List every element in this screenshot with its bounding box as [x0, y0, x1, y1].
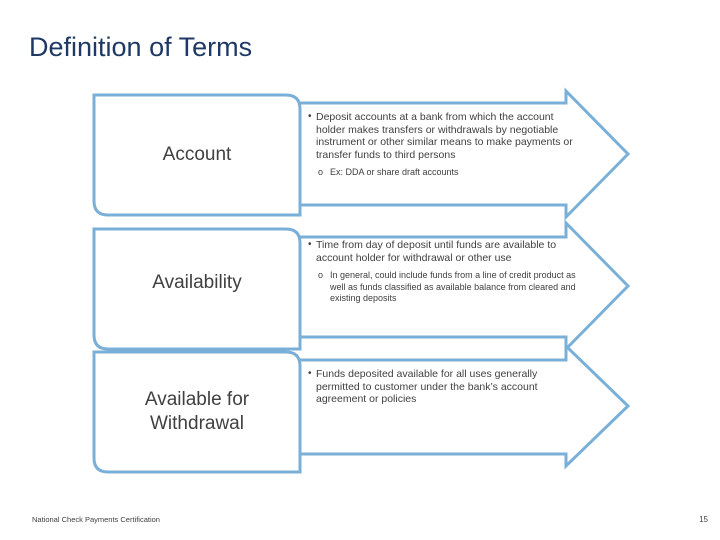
term-definition: [308, 368, 580, 406]
term-line: Withdrawal: [150, 413, 244, 434]
definition-bullet: • Deposit accounts at a bank from which the account holder makes transfers or withdrawals by negotiable instrument or other similar means to make payments or transfer funds to third persons: [308, 111, 580, 161]
term-definition: [308, 239, 580, 305]
term-row-account: [0, 95, 720, 215]
term-line: Account: [162, 144, 232, 165]
sub-point-marker: o: [318, 270, 324, 280]
sub-point: [308, 270, 580, 305]
term-line: Available for: [144, 389, 250, 410]
term-label: [98, 352, 296, 472]
term-row-available-for-withdrawal: [0, 352, 720, 472]
sub-point-text: Ex: DDA or share draft accounts: [330, 167, 459, 177]
arrow-shape: [296, 346, 628, 466]
sub-point: [308, 167, 580, 179]
page-number: 15: [699, 515, 708, 524]
term-label: [98, 223, 296, 343]
slide-title: Definition of Terms: [29, 32, 253, 62]
definition-bullet: • Funds deposited available for all uses generally permitted to customer under the bank’s account agreement or policies: [308, 368, 580, 406]
definition-bullet: • Time from day of deposit until funds are available to account holder for withdrawal or other use: [308, 239, 580, 264]
sub-point-marker: o: [318, 167, 324, 177]
term-definition: [308, 111, 580, 179]
term-line: Availability: [152, 272, 242, 293]
term-label: [98, 95, 296, 215]
sub-point-text: In general, could include funds from a line of credit product as well as funds classified as available balance from cleared and existing deposits: [330, 270, 576, 303]
footer-text: National Check Payments Certification: [32, 515, 160, 524]
term-row-availability: [0, 229, 720, 349]
